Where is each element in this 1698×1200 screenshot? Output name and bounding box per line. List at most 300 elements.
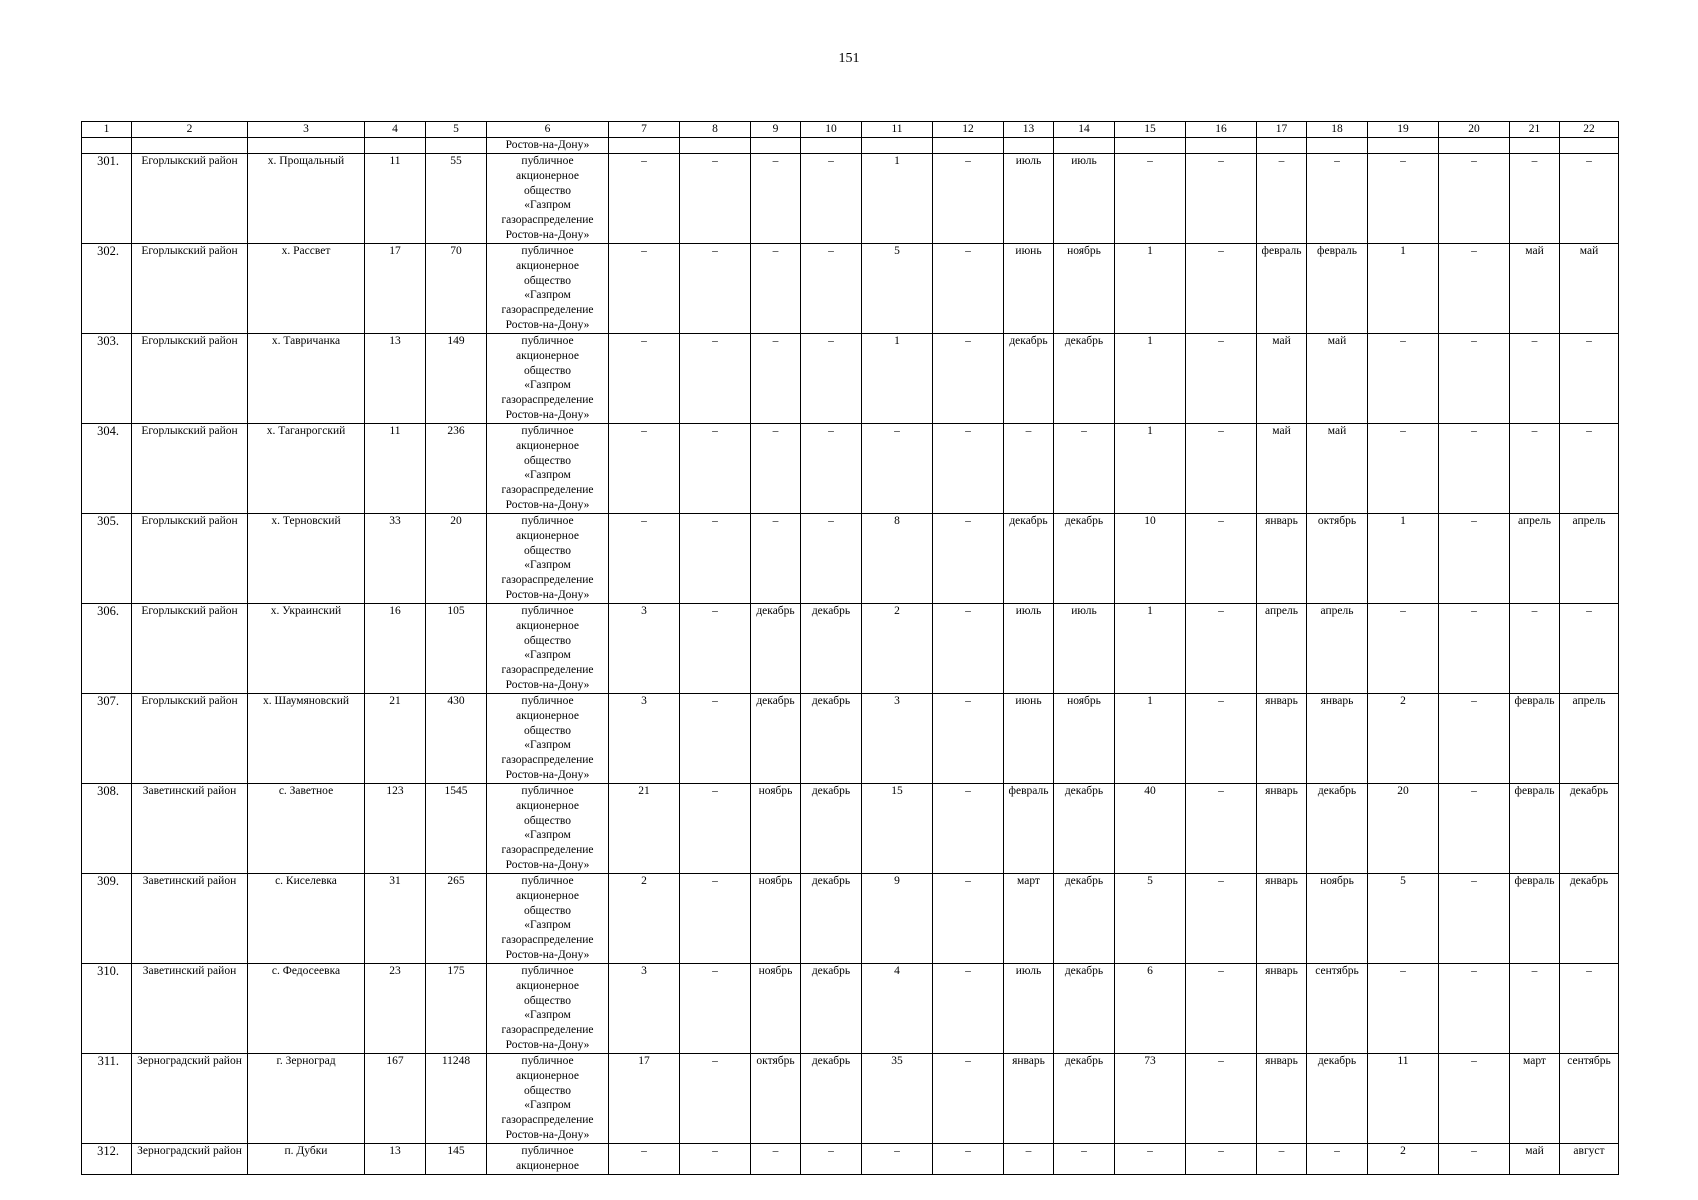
operator-line: газораспределение bbox=[501, 214, 594, 227]
operator-line: Ростов-на-Дону» bbox=[505, 678, 590, 691]
cell-c7: 3 bbox=[609, 694, 680, 784]
operator-line: акционерное bbox=[516, 349, 579, 362]
cell-c4: 31 bbox=[365, 874, 426, 964]
operator-line: газораспределение bbox=[501, 664, 594, 677]
cell-c8: – bbox=[680, 514, 751, 604]
data-table bbox=[81, 121, 1619, 1175]
cell-c18: ноябрь bbox=[1307, 874, 1368, 964]
cell-c7: – bbox=[609, 154, 680, 244]
cell-c7: 3 bbox=[609, 964, 680, 1054]
cell-c8: – bbox=[680, 784, 751, 874]
operator-line: публичное bbox=[521, 875, 574, 887]
cell-c12: – bbox=[933, 514, 1004, 604]
cell-c13: февраль bbox=[1004, 784, 1054, 874]
cell-c16: – bbox=[1186, 154, 1257, 244]
cell-c16: – bbox=[1186, 1054, 1257, 1144]
cell-c18: – bbox=[1307, 154, 1368, 244]
cell-district: Заветинский район bbox=[132, 964, 248, 1054]
cell-c22: август bbox=[1560, 1144, 1619, 1175]
table-row bbox=[82, 784, 1619, 874]
column-header-3: 3 bbox=[248, 122, 365, 138]
cell-c8: – bbox=[680, 244, 751, 334]
operator-line: «Газпром bbox=[524, 1009, 571, 1022]
operator-line: общество bbox=[523, 814, 572, 827]
table-row bbox=[82, 1054, 1619, 1144]
operator-line: акционерное bbox=[516, 889, 579, 902]
cell-c15: 6 bbox=[1115, 964, 1186, 1054]
cell-c16: – bbox=[1186, 1144, 1257, 1175]
cell-c11: 4 bbox=[862, 964, 933, 1054]
cell-c20: – bbox=[1439, 604, 1510, 694]
column-header-2: 2 bbox=[132, 122, 248, 138]
column-header-4: 4 bbox=[365, 122, 426, 138]
cell-settlement: х. Рассвет bbox=[248, 244, 365, 334]
operator-line: «Газпром bbox=[524, 829, 571, 842]
operator-line: акционерное bbox=[516, 709, 579, 722]
operator-line: акционерное bbox=[516, 799, 579, 812]
cell-district: Зерноградский район bbox=[132, 1144, 248, 1175]
cell-c9: – bbox=[751, 244, 801, 334]
cell-c12: – bbox=[933, 964, 1004, 1054]
cell-c10: декабрь bbox=[801, 694, 862, 784]
cell-c13: июнь bbox=[1004, 694, 1054, 784]
cell-c11: 35 bbox=[862, 1054, 933, 1144]
continuation-cell-3 bbox=[248, 138, 365, 154]
cell-c20: – bbox=[1439, 784, 1510, 874]
cell-c9: – bbox=[751, 154, 801, 244]
cell-c15: 1 bbox=[1115, 424, 1186, 514]
cell-c9: – bbox=[751, 1144, 801, 1175]
cell-c18: сентябрь bbox=[1307, 964, 1368, 1054]
operator-line: газораспределение bbox=[501, 844, 594, 857]
operator-line: газораспределение bbox=[501, 484, 594, 497]
cell-c11: 2 bbox=[862, 604, 933, 694]
table-row bbox=[82, 874, 1619, 964]
cell-c19: 20 bbox=[1368, 784, 1439, 874]
cell-c8: – bbox=[680, 424, 751, 514]
table-row bbox=[82, 514, 1619, 604]
continuation-cell-4 bbox=[365, 138, 426, 154]
cell-c17: апрель bbox=[1257, 604, 1307, 694]
cell-c4: 13 bbox=[365, 334, 426, 424]
cell-c18: май bbox=[1307, 424, 1368, 514]
cell-c13: январь bbox=[1004, 1054, 1054, 1144]
cell-district: Заветинский район bbox=[132, 784, 248, 874]
table-row bbox=[82, 424, 1619, 514]
cell-c13: декабрь bbox=[1004, 334, 1054, 424]
cell-c11: 1 bbox=[862, 154, 933, 244]
cell-c8: – bbox=[680, 1054, 751, 1144]
cell-c11: – bbox=[862, 1144, 933, 1175]
cell-c16: – bbox=[1186, 964, 1257, 1054]
cell-c12: – bbox=[933, 424, 1004, 514]
cell-c5: 430 bbox=[426, 694, 487, 784]
cell-c7: 2 bbox=[609, 874, 680, 964]
operator-line: Ростов-на-Дону» bbox=[505, 588, 590, 601]
cell-c10: декабрь bbox=[801, 874, 862, 964]
cell-c10: – bbox=[801, 1144, 862, 1175]
cell-c14: ноябрь bbox=[1054, 244, 1115, 334]
cell-c21: февраль bbox=[1510, 874, 1560, 964]
column-header-6: 6 bbox=[487, 122, 609, 138]
cell-c5: 236 bbox=[426, 424, 487, 514]
cell-num: 312. bbox=[82, 1144, 132, 1175]
cell-c11: 3 bbox=[862, 694, 933, 784]
cell-c4: 13 bbox=[365, 1144, 426, 1175]
cell-c11: 5 bbox=[862, 244, 933, 334]
operator-line: газораспределение bbox=[501, 754, 594, 767]
cell-num: 305. bbox=[82, 514, 132, 604]
cell-c5: 265 bbox=[426, 874, 487, 964]
cell-c17: февраль bbox=[1257, 244, 1307, 334]
operator-line: общество bbox=[523, 364, 572, 377]
column-header-12: 12 bbox=[933, 122, 1004, 138]
cell-c13: март bbox=[1004, 874, 1054, 964]
cell-c22: сентябрь bbox=[1560, 1054, 1619, 1144]
operator-cell bbox=[487, 514, 609, 604]
cell-c11: 15 bbox=[862, 784, 933, 874]
cell-district: Егорлыкский район bbox=[132, 424, 248, 514]
operator-line: общество bbox=[523, 1084, 572, 1097]
table-row bbox=[82, 604, 1619, 694]
cell-c18: январь bbox=[1307, 694, 1368, 784]
operator-line: Ростов-на-Дону» bbox=[505, 408, 590, 421]
cell-c11: 9 bbox=[862, 874, 933, 964]
continuation-cell-19 bbox=[1368, 138, 1439, 154]
cell-c22: – bbox=[1560, 424, 1619, 514]
cell-c18: декабрь bbox=[1307, 1054, 1368, 1144]
cell-c15: 1 bbox=[1115, 334, 1186, 424]
operator-line: публичное bbox=[521, 1055, 574, 1067]
cell-c16: – bbox=[1186, 604, 1257, 694]
operator-line: Ростов-на-Дону» bbox=[505, 1128, 590, 1141]
operator-line: публичное bbox=[521, 245, 574, 257]
column-header-19: 19 bbox=[1368, 122, 1439, 138]
continuation-cell-22 bbox=[1560, 138, 1619, 154]
column-header-10: 10 bbox=[801, 122, 862, 138]
table-row bbox=[82, 154, 1619, 244]
column-header-20: 20 bbox=[1439, 122, 1510, 138]
cell-c12: – bbox=[933, 334, 1004, 424]
operator-line: «Газпром bbox=[524, 919, 571, 932]
cell-district: Егорлыкский район bbox=[132, 244, 248, 334]
operator-line: публичное bbox=[521, 155, 574, 167]
cell-c9: – bbox=[751, 514, 801, 604]
cell-num: 306. bbox=[82, 604, 132, 694]
cell-c4: 167 bbox=[365, 1054, 426, 1144]
cell-num: 308. bbox=[82, 784, 132, 874]
cell-c20: – bbox=[1439, 694, 1510, 784]
operator-line: «Газпром bbox=[524, 739, 571, 752]
table-row bbox=[82, 964, 1619, 1054]
operator-line: Ростов-на-Дону» bbox=[505, 768, 590, 781]
cell-c9: – bbox=[751, 334, 801, 424]
operator-line: акционерное bbox=[516, 259, 579, 272]
cell-c22: декабрь bbox=[1560, 784, 1619, 874]
cell-c20: – bbox=[1439, 1144, 1510, 1175]
operator-line: «Газпром bbox=[524, 1099, 571, 1112]
cell-c12: – bbox=[933, 1144, 1004, 1175]
continuation-cell-13 bbox=[1004, 138, 1054, 154]
operator-line: общество bbox=[523, 634, 572, 647]
continuation-cell-7 bbox=[609, 138, 680, 154]
cell-district: Егорлыкский район bbox=[132, 694, 248, 784]
table-row bbox=[82, 694, 1619, 784]
operator-line: Ростов-на-Дону» bbox=[505, 948, 590, 961]
cell-c19: 1 bbox=[1368, 244, 1439, 334]
cell-c9: ноябрь bbox=[751, 784, 801, 874]
cell-c21: май bbox=[1510, 1144, 1560, 1175]
operator-line: акционерное bbox=[516, 619, 579, 632]
cell-c4: 33 bbox=[365, 514, 426, 604]
cell-c20: – bbox=[1439, 244, 1510, 334]
cell-c16: – bbox=[1186, 874, 1257, 964]
cell-c5: 70 bbox=[426, 244, 487, 334]
cell-c8: – bbox=[680, 154, 751, 244]
cell-num: 310. bbox=[82, 964, 132, 1054]
cell-c19: – bbox=[1368, 154, 1439, 244]
cell-c17: май bbox=[1257, 334, 1307, 424]
column-header-11: 11 bbox=[862, 122, 933, 138]
cell-c7: – bbox=[609, 244, 680, 334]
cell-c15: 10 bbox=[1115, 514, 1186, 604]
cell-settlement: х. Прощальный bbox=[248, 154, 365, 244]
cell-c7: 21 bbox=[609, 784, 680, 874]
cell-c15: – bbox=[1115, 1144, 1186, 1175]
table-row bbox=[82, 1144, 1619, 1175]
cell-district: Егорлыкский район bbox=[132, 154, 248, 244]
cell-c17: январь bbox=[1257, 874, 1307, 964]
continuation-cell-21 bbox=[1510, 138, 1560, 154]
header-row bbox=[82, 122, 1619, 138]
cell-c16: – bbox=[1186, 784, 1257, 874]
operator-line: общество bbox=[523, 184, 572, 197]
operator-cell bbox=[487, 244, 609, 334]
operator-line: публичное bbox=[521, 785, 574, 797]
cell-c7: – bbox=[609, 1144, 680, 1175]
cell-district: Зерноградский район bbox=[132, 1054, 248, 1144]
cell-c14: – bbox=[1054, 424, 1115, 514]
cell-settlement: п. Дубки bbox=[248, 1144, 365, 1175]
cell-c4: 17 bbox=[365, 244, 426, 334]
cell-c17: – bbox=[1257, 154, 1307, 244]
cell-c9: октябрь bbox=[751, 1054, 801, 1144]
operator-line: акционерное bbox=[516, 529, 579, 542]
operator-line: публичное bbox=[521, 605, 574, 617]
cell-c15: 40 bbox=[1115, 784, 1186, 874]
cell-c7: 17 bbox=[609, 1054, 680, 1144]
cell-c15: – bbox=[1115, 154, 1186, 244]
cell-c16: – bbox=[1186, 694, 1257, 784]
cell-c9: ноябрь bbox=[751, 874, 801, 964]
cell-c22: декабрь bbox=[1560, 874, 1619, 964]
column-header-22: 22 bbox=[1560, 122, 1619, 138]
operator-line: публичное bbox=[521, 515, 574, 527]
cell-c4: 11 bbox=[365, 424, 426, 514]
cell-c17: январь bbox=[1257, 694, 1307, 784]
cell-c17: январь bbox=[1257, 1054, 1307, 1144]
cell-c17: – bbox=[1257, 1144, 1307, 1175]
cell-c18: декабрь bbox=[1307, 784, 1368, 874]
operator-line: Ростов-на-Дону» bbox=[505, 858, 590, 871]
operator-line: газораспределение bbox=[501, 574, 594, 587]
continuation-cell-14 bbox=[1054, 138, 1115, 154]
operator-line: акционерное bbox=[516, 169, 579, 182]
cell-c13: июль bbox=[1004, 154, 1054, 244]
continuation-cell-15 bbox=[1115, 138, 1186, 154]
cell-c14: декабрь bbox=[1054, 1054, 1115, 1144]
column-header-7: 7 bbox=[609, 122, 680, 138]
continuation-cell-11 bbox=[862, 138, 933, 154]
cell-settlement: х. Шаумяновский bbox=[248, 694, 365, 784]
continuation-cell-20 bbox=[1439, 138, 1510, 154]
column-header-5: 5 bbox=[426, 122, 487, 138]
cell-c21: – bbox=[1510, 424, 1560, 514]
operator-line: газораспределение bbox=[501, 304, 594, 317]
operator-line: публичное bbox=[521, 335, 574, 347]
cell-c18: май bbox=[1307, 334, 1368, 424]
cell-c22: – bbox=[1560, 604, 1619, 694]
operator-line: общество bbox=[523, 544, 572, 557]
operator-line: Ростов-на-Дону» bbox=[505, 318, 590, 331]
cell-c9: декабрь bbox=[751, 694, 801, 784]
cell-district: Егорлыкский район bbox=[132, 604, 248, 694]
operator-line: Ростов-на-Дону» bbox=[505, 1038, 590, 1051]
cell-c22: – bbox=[1560, 964, 1619, 1054]
cell-c13: июль bbox=[1004, 964, 1054, 1054]
cell-c7: – bbox=[609, 514, 680, 604]
operator-cell bbox=[487, 604, 609, 694]
cell-c9: – bbox=[751, 424, 801, 514]
continuation-cell-10 bbox=[801, 138, 862, 154]
cell-c19: 1 bbox=[1368, 514, 1439, 604]
operator-line: Ростов-на-Дону» bbox=[505, 228, 590, 241]
operator-cell bbox=[487, 1054, 609, 1144]
cell-num: 309. bbox=[82, 874, 132, 964]
cell-c20: – bbox=[1439, 424, 1510, 514]
continuation-cell-2 bbox=[132, 138, 248, 154]
cell-c10: – bbox=[801, 514, 862, 604]
cell-c13: – bbox=[1004, 424, 1054, 514]
cell-c10: декабрь bbox=[801, 604, 862, 694]
cell-c4: 21 bbox=[365, 694, 426, 784]
cell-c5: 55 bbox=[426, 154, 487, 244]
cell-c7: 3 bbox=[609, 604, 680, 694]
cell-c14: июль bbox=[1054, 154, 1115, 244]
cell-c16: – bbox=[1186, 244, 1257, 334]
continuation-cell-1 bbox=[82, 138, 132, 154]
operator-line: общество bbox=[523, 724, 572, 737]
continuation-cell-5 bbox=[426, 138, 487, 154]
cell-c12: – bbox=[933, 154, 1004, 244]
cell-c8: – bbox=[680, 964, 751, 1054]
cell-c13: июнь bbox=[1004, 244, 1054, 334]
cell-c14: – bbox=[1054, 1144, 1115, 1175]
column-header-17: 17 bbox=[1257, 122, 1307, 138]
cell-c10: – bbox=[801, 154, 862, 244]
cell-c4: 11 bbox=[365, 154, 426, 244]
cell-c10: декабрь bbox=[801, 964, 862, 1054]
cell-c20: – bbox=[1439, 964, 1510, 1054]
operator-line: газораспределение bbox=[501, 1024, 594, 1037]
cell-c10: – bbox=[801, 424, 862, 514]
cell-district: Егорлыкский район bbox=[132, 514, 248, 604]
cell-c22: апрель bbox=[1560, 694, 1619, 784]
cell-c8: – bbox=[680, 604, 751, 694]
cell-c8: – bbox=[680, 874, 751, 964]
cell-c14: ноябрь bbox=[1054, 694, 1115, 784]
cell-c19: 2 bbox=[1368, 1144, 1439, 1175]
cell-c17: май bbox=[1257, 424, 1307, 514]
operator-line: общество bbox=[523, 454, 572, 467]
cell-c22: май bbox=[1560, 244, 1619, 334]
cell-c8: – bbox=[680, 1144, 751, 1175]
operator-line: «Газпром bbox=[524, 199, 571, 212]
cell-c10: декабрь bbox=[801, 784, 862, 874]
cell-district: Заветинский район bbox=[132, 874, 248, 964]
continuation-cell-6: Ростов-на-Дону» bbox=[487, 138, 609, 154]
cell-num: 304. bbox=[82, 424, 132, 514]
operator-line: публичное bbox=[521, 965, 574, 977]
cell-c10: декабрь bbox=[801, 1054, 862, 1144]
cell-c20: – bbox=[1439, 874, 1510, 964]
cell-c18: – bbox=[1307, 1144, 1368, 1175]
cell-c21: март bbox=[1510, 1054, 1560, 1144]
cell-c12: – bbox=[933, 604, 1004, 694]
column-header-9: 9 bbox=[751, 122, 801, 138]
cell-c13: декабрь bbox=[1004, 514, 1054, 604]
cell-c21: – bbox=[1510, 964, 1560, 1054]
operator-line: газораспределение bbox=[501, 934, 594, 947]
cell-c14: декабрь bbox=[1054, 784, 1115, 874]
cell-c9: ноябрь bbox=[751, 964, 801, 1054]
table-row bbox=[82, 334, 1619, 424]
cell-c12: – bbox=[933, 1054, 1004, 1144]
continuation-cell-8 bbox=[680, 138, 751, 154]
continuation-cell-16 bbox=[1186, 138, 1257, 154]
cell-c21: май bbox=[1510, 244, 1560, 334]
column-header-1: 1 bbox=[82, 122, 132, 138]
column-header-21: 21 bbox=[1510, 122, 1560, 138]
cell-c21: февраль bbox=[1510, 694, 1560, 784]
cell-c5: 20 bbox=[426, 514, 487, 604]
operator-line: «Газпром bbox=[524, 559, 571, 572]
cell-c12: – bbox=[933, 244, 1004, 334]
operator-cell bbox=[487, 1144, 609, 1175]
cell-c14: декабрь bbox=[1054, 334, 1115, 424]
cell-c8: – bbox=[680, 334, 751, 424]
cell-c19: – bbox=[1368, 964, 1439, 1054]
cell-c15: 1 bbox=[1115, 694, 1186, 784]
cell-c11: – bbox=[862, 424, 933, 514]
cell-c7: – bbox=[609, 424, 680, 514]
cell-c13: июль bbox=[1004, 604, 1054, 694]
cell-c5: 149 bbox=[426, 334, 487, 424]
operator-line: публичное bbox=[521, 1145, 574, 1157]
cell-c21: апрель bbox=[1510, 514, 1560, 604]
cell-district: Егорлыкский район bbox=[132, 334, 248, 424]
operator-line: общество bbox=[523, 274, 572, 287]
operator-cell bbox=[487, 694, 609, 784]
operator-line: «Газпром bbox=[524, 379, 571, 392]
cell-c15: 73 bbox=[1115, 1054, 1186, 1144]
cell-c11: 8 bbox=[862, 514, 933, 604]
cell-c17: январь bbox=[1257, 964, 1307, 1054]
cell-c15: 5 bbox=[1115, 874, 1186, 964]
cell-c19: – bbox=[1368, 604, 1439, 694]
operator-line: общество bbox=[523, 904, 572, 917]
column-header-13: 13 bbox=[1004, 122, 1054, 138]
